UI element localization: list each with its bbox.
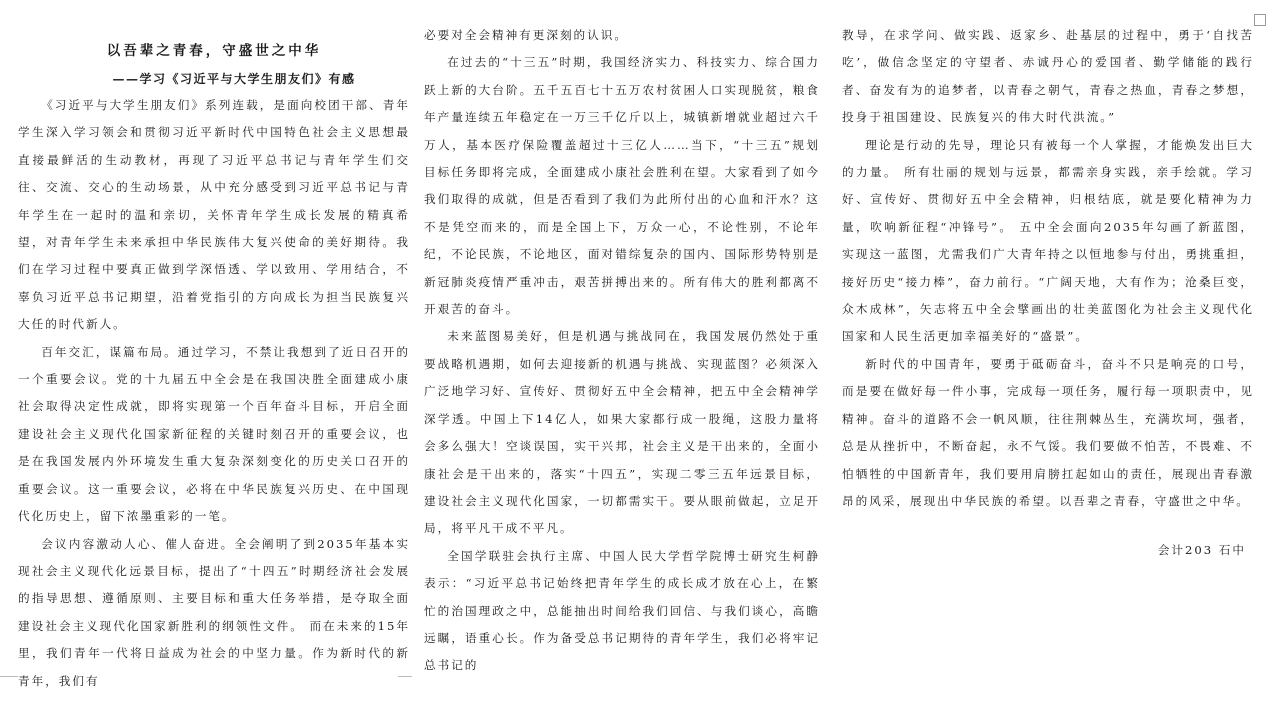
text-column-3 (842, 22, 1254, 565)
author-signature: 会计203 石中 (1157, 543, 1246, 558)
paragraph: 教导，在求学问、做实践、返家乡、赴基层的过程中，勇于‘自找苦吃’，做信念坚定的守望者、赤诚丹心的爱国者、勤学储能的践行者、奋发有为的追梦者，以青春之朝气，青春之热血，青春之梦想，投身于祖国建设、民族复兴的伟大时代洪流。” (842, 28, 1254, 125)
document-title: 以吾辈之青春，守盛世之中华 (106, 43, 322, 59)
document-subtitle: ——学习《习近平与大学生朋友们》有感 (112, 72, 356, 86)
page-edge-line (398, 676, 412, 677)
page-marker-icon (1254, 14, 1266, 26)
paragraph: 会议内容激动人心、催人奋进。全会阐明了到2035年基本实现社会主义现代化远景目标，提出了“十四五”时期经济社会发展的指导思想、遵循原则、主要目标和重大任务举措，是夺取全面建设社会主义现代化国家新胜利的纲领性文件。 而在未来的15年里，我们青年一代将日益成为社会的中坚力量。作为新时代的新青年，我们有 (18, 536, 410, 688)
paragraph: 理论是行动的先导，理论只有被每一个人掌握，才能焕发出巨大的力量。 所有壮丽的规划与远景，都需亲身实践，亲手绘就。学习好、宣传好、贯彻好五中全会精神，归根结底，就是要化精神为力量，吹响新征程“冲锋号”。 五中全会面向2035年勾画了新蓝图，实现这一蓝图，尤需我们广大青年持之以恒地参与付出，勇挑重担，接好历史“接力棒”，奋力前行。“广阔天地，大有作为；沧桑巨变，众木成林”，矢志将五中全会擘画出的壮美蓝图化为社会主义现代化国家和人民生活更加幸福美好的“盛景”。 (842, 137, 1255, 344)
paragraph: 在过去的“十三五”时期，我国经济实力、科技实力、综合国力跃上新的大台阶。五千五百七十五万农村贫困人口实现脱贫，粮食年产量连续五年稳定在一万三千亿斤以上，城镇新增就业超过六千万人，基本医疗保险覆盖超过十三亿人……当下，“十三五”规划目标任务即将完成，全面建成小康社会胜利在望。大家看到了如今我们取得的成就，但是否看到了我们为此所付出的心血和汗水？这不是凭空而来的，而是全国上下，万众一心，不论性别，不论年纪，不论民族，不论地区，面对错综复杂的国内、国际形势特别是新冠肺炎疫情严重冲击，艰苦拼搏出来的。所有伟大的胜利都离不开艰苦的奋斗。 (424, 55, 820, 317)
paragraph: 全国学联驻会执行主席、中国人民大学哲学院博士研究生柯静表示：“习近平总书记始终把青年学生的成长成才放在心上，在繁忙的治国理政之中，总能抽出时间给我们回信、与我们谈心，高瞻远瞩，语重心长。作为备受总书记期待的青年学生，我们必将牢记总书记的 (424, 548, 820, 673)
text-column-2 (424, 22, 820, 680)
paragraph: 必要对全会精神有更深刻的认识。 (424, 28, 628, 42)
paragraph: 《习近平与大学生朋友们》系列连载，是面向校团干部、青年学生深入学习领会和贯彻习近平新时代中国特色社会主义思想最直接最鲜活的生动教材，再现了习近平总书记与青年学生们交往、交流、交心的生动场景，从中充分感受到习近平总书记与青年学生在一起时的温和亲切，关怀青年学生成长发展的精真希望，对青年学生未来承担中华民族伟大复兴使命的美好期待。我们在学习过程中要真正做到学深悟透、学以致用、学用结合，不辜负习近平总书记期望，沿着党指引的方向成长为担当民族复兴大任的时代新人。 (18, 98, 410, 332)
text-column-1 (18, 36, 410, 695)
paragraph: 新时代的中国青年，要勇于砥砺奋斗，奋斗不只是响亮的口号，而是要在做好每一件小事，完成每一项任务，履行每一项职责中，见精神。奋斗的道路不会一帆风顺，往往荆棘丛生，充满坎坷，强者，总是从挫折中，不断奋起，永不气馁。我们要做不怕苦，不畏难、不怕牺牲的中国新青年，我们要用肩膀扛起如山的责任，展现出青春激昂的风采，展现出中华民族的希望。以吾辈之青春，守盛世之中华。 (842, 356, 1254, 508)
page-edge-line (0, 676, 18, 677)
paragraph: 百年交汇，谋篇布局。通过学习，不禁让我想到了近日召开的一个重要会议。党的十九届五中全会是在我国决胜全面建成小康社会取得决定性成就，即将实现第一个百年奋斗目标，开启全面建设社会主义现代化国家新征程的关键时刻召开的重要会议，也是在我国发展内外环境发生重大复杂深刻变化的历史关口召开的重要会议。这一重要会议，必将在中华民族复兴历史、在中国现代化历史上，留下浓墨重彩的一笔。 (18, 344, 410, 524)
paragraph: 未来蓝图易美好，但是机遇与挑战同在，我国发展仍然处于重要战略机遇期，如何去迎接新的机遇与挑战、实现蓝图？必须深入广泛地学习好、宣传好、贯彻好五中全会精神，把五中全会精神学深学透。中国上下14亿人，如果大家都行成一股绳，这股力量将会多么强大！空谈误国，实干兴邦，社会主义是干出来的，全面小康社会是干出来的，落实“十四五”，实现二零三五年远景目标，建设社会主义现代化国家，一切都需实干。要从眼前做起，立足开局，将平凡干成不平凡。 (424, 329, 820, 536)
